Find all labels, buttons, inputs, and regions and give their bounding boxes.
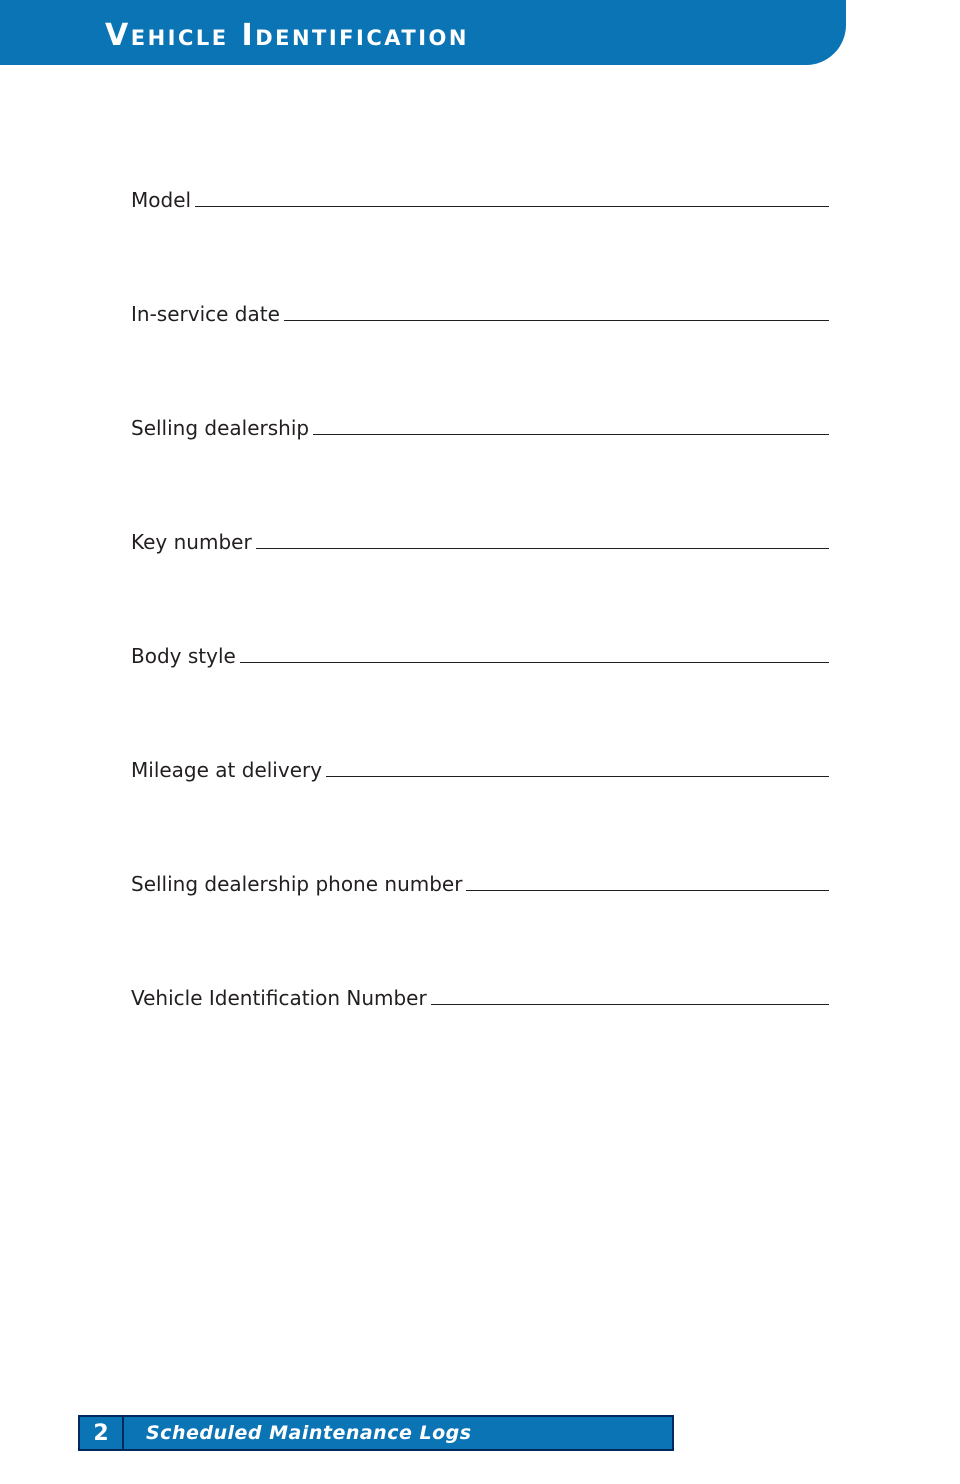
field-line-model[interactable] <box>195 206 829 207</box>
field-line-dealership-phone[interactable] <box>466 890 829 891</box>
field-selling-dealership <box>131 408 829 442</box>
field-line-vin[interactable] <box>431 1004 829 1005</box>
field-label-dealership-phone: Selling dealership phone number <box>131 872 463 896</box>
field-body-style <box>131 636 829 670</box>
field-mileage-at-delivery <box>131 750 829 784</box>
field-line-in-service-date[interactable] <box>284 320 829 321</box>
field-label-selling-dealership: Selling dealership <box>131 416 310 440</box>
field-label-vin: Vehicle Identification Number <box>131 986 427 1010</box>
field-model <box>131 180 829 214</box>
page-number: 2 <box>80 1417 124 1449</box>
footer-bar <box>78 1415 674 1451</box>
field-in-service-date <box>131 294 829 328</box>
page-title: Vehicle Identification <box>105 18 469 53</box>
field-label-mileage-at-delivery: Mileage at delivery <box>131 758 323 782</box>
field-key-number <box>131 522 829 556</box>
field-dealership-phone <box>131 864 829 898</box>
field-line-key-number[interactable] <box>256 548 829 549</box>
footer-title: Scheduled Maintenance Logs <box>146 1422 472 1444</box>
field-vin <box>131 978 829 1012</box>
field-line-mileage-at-delivery[interactable] <box>326 776 829 777</box>
field-label-key-number: Key number <box>131 530 252 554</box>
field-label-model: Model <box>131 188 192 212</box>
header-banner <box>0 0 846 65</box>
field-line-body-style[interactable] <box>240 662 829 663</box>
field-line-selling-dealership[interactable] <box>313 434 829 435</box>
field-label-in-service-date: In-service date <box>131 302 280 326</box>
field-label-body-style: Body style <box>131 644 236 668</box>
